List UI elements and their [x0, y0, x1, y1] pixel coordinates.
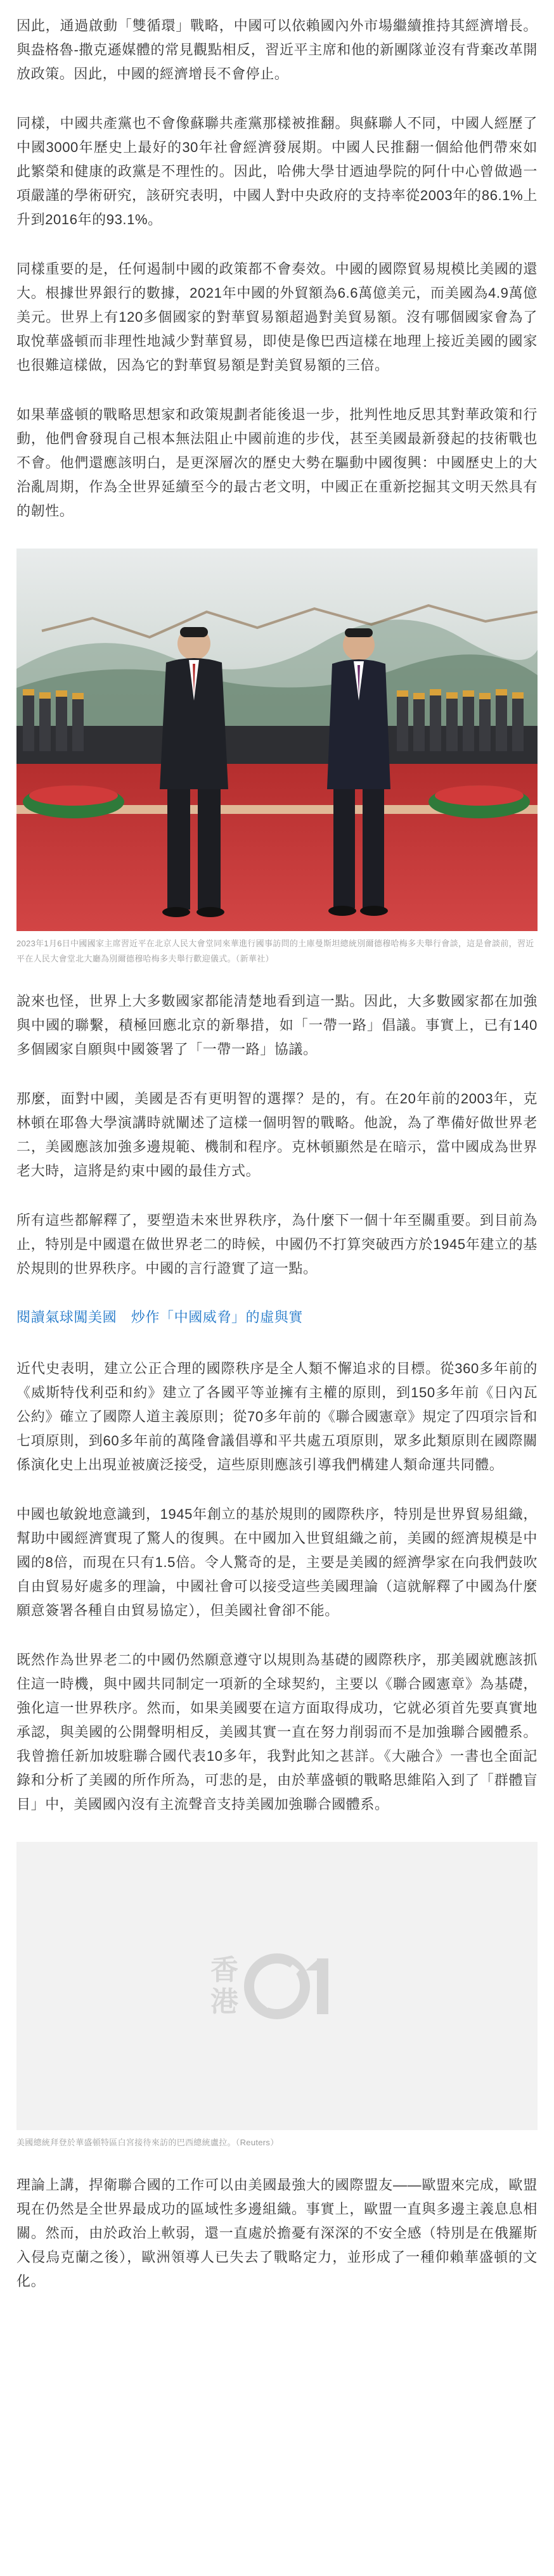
- photo-caption: 2023年1月6日中國國家主席習近平在北京人民大會堂同來華進行國事訪問的土庫曼斯坦總統別爾德穆哈梅多夫舉行會談，這是會談前，習近平在人民大會堂北大廳為別爾德穆哈梅多夫舉行歡迎儀式。（新華社）: [16, 939, 534, 963]
- paragraph: 因此，通過啟動「雙循環」戰略，中國可以依賴國內外市場繼續推持其經濟增長。與盎格魯-撒克遜媒體的常見觀點相反，習近平主席和他的新團隊並沒有背棄改革開放政策。因此，中國的經濟增長不會停止。: [16, 18, 538, 82]
- logo-wordmark: [210, 1955, 238, 2018]
- paragraph: 所有這些都解釋了，要塑造未來世界秩序，為什麼下一個十年至關重要。到目前為止，特別是中國還在做世界老二的時候，中國仍不打算突破西方於1945年建立的基於規則的世界秩序。中國的言行證實了這一點。: [16, 1212, 538, 1276]
- paragraph: 近代史表明，建立公正合理的國際秩序是全人類不懈追求的目標。從360多年前的《威斯特伐利亞和約》建立了各國平等並擁有主權的原則，到150多年前《日內瓦公約》確立了國際人道主義原則；從70多年前的《聯合國憲章》規定了四項宗旨和七項原則，到60多年前的萬隆會議倡導和平共處五項原則，眾多此類原則在國際關係演化史上出現並被廣泛接受，這些原則應該引導我們構建人類命運共同體。: [16, 1361, 538, 1473]
- image-placeholder[interactable]: [16, 1842, 538, 2130]
- hk01-logo: [210, 1951, 344, 2021]
- paragraph: 中國也敏銳地意識到，1945年創立的基於規則的國際秩序，特別是世界貿易組織，幫助中國經濟實現了驚人的復興。在中國加入世貿組織之前，美國的經濟規模是中國的8倍，而現在只有1.5倍。令人驚奇的是，主要是美國的經濟學家在向我們鼓吹自由貿易好處多的理論，中國社會可以接受這些美國理論（這就解釋了中國為什麼願意簽署各種自由貿易協定），但美國社會卻不能。: [16, 1506, 538, 1618]
- news-photo-figure: [16, 549, 538, 967]
- related-article-link[interactable]: 閱讀氣球闖美國 炒作「中國威脅」的虛與實: [16, 1309, 304, 1325]
- paragraph: 說來也怪，世界上大多數國家都能清楚地看到這一點。因此，大多數國家都在加強與中國的聯繫，積極回應北京的新舉措，如「一帶一路」倡議。事實上，已有140多個國家自願與中國簽署了「一帶一路」協議。: [16, 993, 538, 1057]
- paragraph: 既然作為世界老二的中國仍然願意遵守以規則為基礎的國際秩序，那美國就應該抓住這一時機，與中國共同制定一項新的全球契約，主要以《聯合國憲章》為基礎，強化這一世界秩序。然而，如果美國要在這方面取得成功，它就必須首先要真實地承認，與美國的公開聲明相反，美國其實一直在努力削弱而不是加強聯合國體系。我曾擔任新加坡駐聯合國代表10多年，我對此知之甚詳。《大融合》一書也全面記錄和分析了美國的所作所為，可悲的是，由於華盛頓的戰略思維陷入到了「群體盲目」中，美國國內沒有主流聲音支持美國加強聯合國體系。: [16, 1652, 538, 1812]
- paragraph: 如果華盛頓的戰略思想家和政策規劃者能後退一步，批判性地反思其對華政策和行動，他們會發現自己根本無法阻止中國前進的步伐，甚至美國最新發起的技術戰也不會。他們還應該明白，是更深層次的歷史大勢在驅動中國復興：中國歷史上的大治亂周期，作為全世界延續至今的最古老文明，中國正在重新挖掘其文明天然具有的韌性。: [16, 407, 538, 519]
- paragraph: 那麼，面對中國，美國是否有更明智的選擇？是的，有。在20年前的2003年，克林頓在耶魯大學演講時就闡述了這樣一個明智的戰略。他說，為了準備好做世界老二，美國應該加強多邊規範、機制和程序。克林頓顯然是在暗示，當中國成為世界老大時，這將是約束中國的最佳方式。: [16, 1091, 538, 1179]
- paragraph: 理論上講，捍衛聯合國的工作可以由美國最強大的國際盟友——歐盟來完成，歐盟現在仍然是全世界最成功的區域性多邊組織。事實上，歐盟一直與多邊主義息息相關。然而，由於政治上軟弱，還一直處於擔憂有深深的不安全感（特別是在俄羅斯入侵烏克蘭之後），歐洲領導人已失去了戰略定力，並形成了一種仰賴華盛頓的文化。: [16, 2177, 538, 2289]
- paragraph: 同樣重要的是，任何遏制中國的政策都不會奏效。中國的國際貿易規模比美國的還大。根據世界銀行的數據，2021年中國的外貿額為6.6萬億美元，而美國為4.9萬億美元。世界上有120多個國家的對華貿易額超過對美貿易額。沒有哪個國家會為了取悅華盛頓而非理性地減少對華貿易，即使是像巴西這樣在地理上接近美國的國家也很難這樣做，因為它的對華貿易額是對美貿易額的三倍。: [16, 261, 538, 373]
- logo-line-2: 港: [210, 1985, 238, 2018]
- news-photo[interactable]: [16, 549, 538, 931]
- placeholder-image-figure: [16, 1842, 538, 2150]
- paragraph: 同樣，中國共產黨也不會像蘇聯共產黨那樣被推翻。與蘇聯人不同，中國人經歷了中國3000年歷史上最好的30年社會經濟發展期。中國人民推翻一個給他們帶來如此繁榮和健康的政黨是不理性的。因此，哈佛大學甘迺迪學院的阿什中心曾做過一項嚴謹的學術研究，該研究表明，中國人對中央政府的支持率從2003年的86.1%上升到2016年的93.1%。: [16, 115, 538, 227]
- logo-line-1: 香: [210, 1953, 238, 1986]
- placeholder-caption: 美國總統拜登於華盛頓特區白宮接待來訪的巴西總統盧拉。（Reuters）: [16, 2138, 279, 2147]
- logo-01-mark: [242, 1951, 344, 2021]
- ceremony-photo-illustration: [16, 549, 538, 931]
